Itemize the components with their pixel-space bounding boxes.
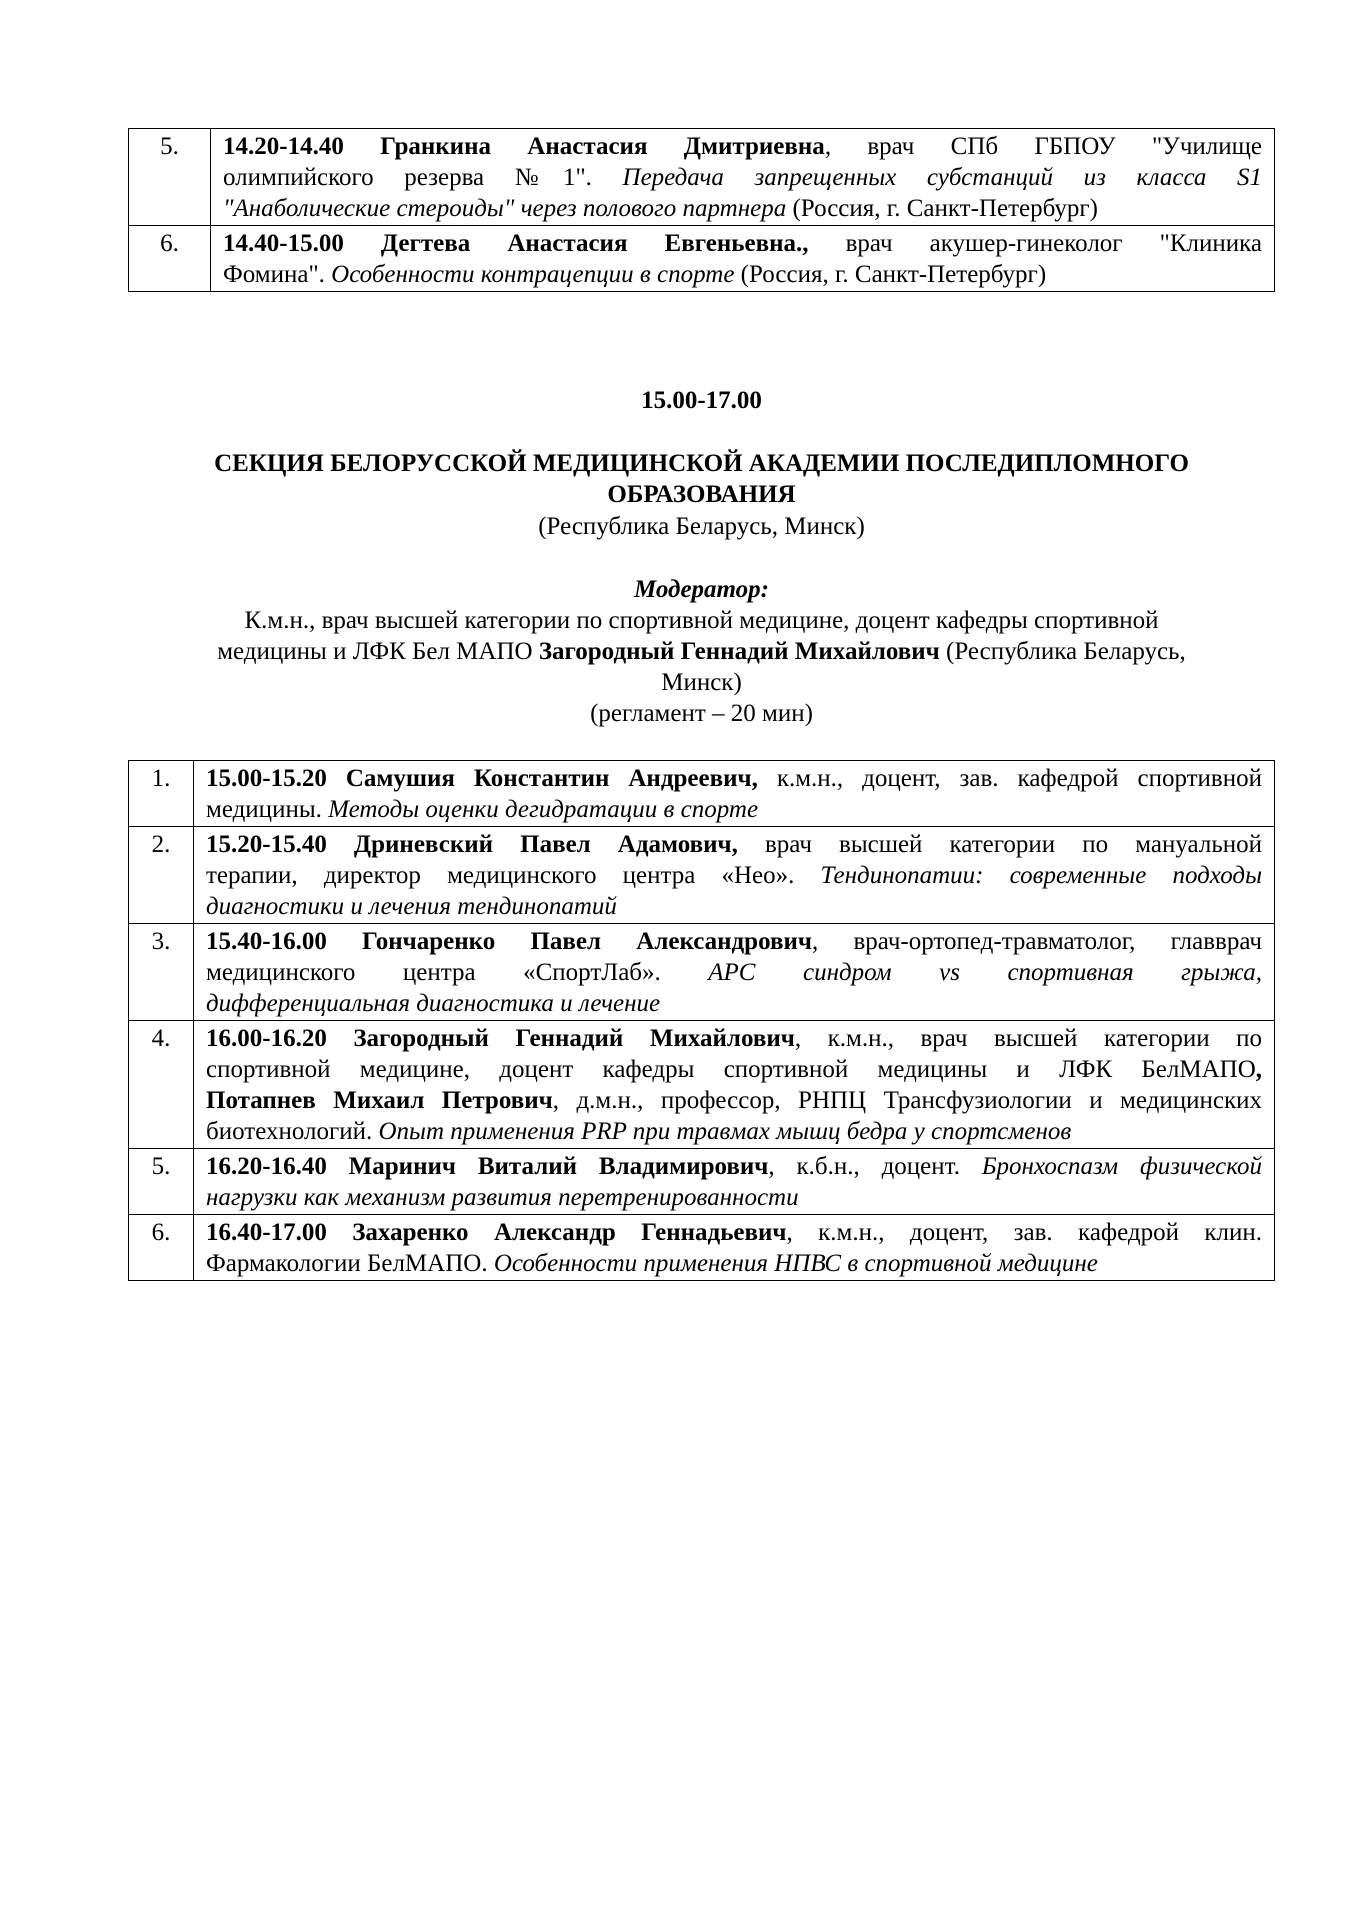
text-segment: Фармакологии БелМАПО.	[206, 1250, 494, 1277]
text-line	[206, 763, 1262, 794]
moderator-label: Модератор:	[634, 576, 769, 603]
program-table-2	[128, 760, 1275, 1281]
italic-segment: Опыт применения PRP при травмах мышц бедра у спортсменов	[378, 1118, 1072, 1145]
italic-segment: Особенности контрацепции в спорте	[331, 261, 735, 288]
text-line	[206, 1217, 1262, 1248]
text-segment: врач высшей категории по мануальной	[737, 831, 1262, 858]
program-row	[129, 1215, 1275, 1281]
text-line	[206, 1182, 1262, 1213]
row-number: 1.	[129, 761, 194, 827]
row-number: 5.	[129, 129, 211, 226]
text-segment: терапии, директор медицинского центра «Нео».	[206, 862, 821, 889]
section-title	[128, 448, 1275, 510]
row-text	[194, 1215, 1275, 1281]
text-line	[206, 926, 1262, 957]
italic-segment: нагрузки как механизм развития перетренированности	[206, 1184, 799, 1211]
text-line	[223, 162, 1262, 193]
moderator-name: Загородный Геннадий Михайлович	[538, 638, 940, 665]
program-row	[129, 1149, 1275, 1215]
reglament: (регламент – 20 мин)	[590, 700, 813, 727]
text-line	[223, 259, 1262, 290]
italic-segment: дифференциальная диагностика и лечение	[206, 990, 661, 1017]
moderator-line-2	[128, 636, 1275, 667]
row-number: 5.	[129, 1149, 194, 1215]
bold-segment: 16.20-16.40 Маринич Виталий Владимирович	[206, 1153, 769, 1180]
row-number: 3.	[129, 924, 194, 1021]
text-segment: , к.м.н., врач высшей категории по	[794, 1025, 1262, 1052]
section-title-line-2: ОБРАЗОВАНИЯ	[607, 481, 796, 508]
row-text	[194, 924, 1275, 1021]
moderator-line-2-pre: медицины и ЛФК Бел МАПО	[217, 638, 539, 665]
moderator-line-1: К.м.н., врач высшей категории по спортивной медицине, доцент кафедры спортивной	[244, 607, 1159, 634]
text-line	[223, 193, 1262, 224]
program-table-1-body	[129, 129, 1275, 292]
program-row	[129, 761, 1275, 827]
text-segment: медицинского центра «СпортЛаб».	[206, 959, 709, 986]
text-line	[206, 1054, 1262, 1085]
text-line	[206, 988, 1262, 1019]
text-segment: (Россия, г. Санкт-Петербург)	[734, 261, 1047, 288]
text-line	[206, 1085, 1262, 1116]
text-line	[206, 1151, 1262, 1182]
text-line	[223, 131, 1262, 162]
row-text	[211, 226, 1275, 292]
text-segment: спортивной медицине, доцент кафедры спортивной медицины и ЛФК БелМАПО	[206, 1056, 1256, 1083]
text-segment: (Россия, г. Санкт-Петербург)	[786, 195, 1098, 222]
text-segment: медицины.	[206, 796, 329, 823]
text-line	[206, 794, 1262, 825]
italic-segment: Бронхоспазм физической	[981, 1153, 1263, 1180]
row-text	[194, 1021, 1275, 1149]
text-line	[206, 1023, 1262, 1054]
text-segment: к.м.н., доцент, зав. кафедрой спортивной	[757, 765, 1262, 792]
italic-segment: диагностики и лечения тендинопатий	[206, 893, 617, 920]
program-table-1	[128, 128, 1275, 292]
moderator-line-2-post: (Республика Беларусь,	[939, 638, 1186, 665]
section-time: 15.00-17.00	[641, 387, 762, 414]
text-segment: , к.б.н., доцент.	[768, 1153, 982, 1180]
text-line	[206, 829, 1262, 860]
italic-segment: "Анаболические стероиды" через полового партнера	[223, 195, 787, 222]
text-segment: олимпийского резерва №1".	[223, 164, 623, 191]
text-segment: , д.м.н., профессор, РНПЦ Трансфузиологии и медицинских	[552, 1087, 1263, 1114]
text-line	[206, 891, 1262, 922]
text-line	[206, 1248, 1262, 1279]
program-row	[129, 226, 1275, 292]
italic-segment: Особенности применения НПВС в спортивной медицине	[493, 1250, 1098, 1277]
row-number: 4.	[129, 1021, 194, 1149]
row-text	[194, 761, 1275, 827]
bold-segment: 14.40-15.00 Дегтева Анастасия Евгеньевна.,	[223, 230, 809, 257]
row-number: 6.	[129, 1215, 194, 1281]
bold-segment: Потапнев Михаил Петрович	[206, 1087, 553, 1114]
text-segment: , к.м.н., доцент, зав. кафедрой клин.	[786, 1219, 1262, 1246]
bold-segment: 15.40-16.00 Гончаренко Павел Александрович	[206, 928, 812, 955]
program-row	[129, 827, 1275, 924]
text-line	[223, 228, 1262, 259]
text-line	[206, 1116, 1262, 1147]
bold-segment: ,	[1255, 1056, 1262, 1083]
text-segment: Фомина".	[223, 261, 332, 288]
bold-segment: 15.00-15.20 Самушия Константин Андреевич,	[206, 765, 758, 792]
section-place: (Республика Беларусь, Минск)	[538, 513, 865, 540]
text-line	[206, 860, 1262, 891]
program-table-2-body	[129, 761, 1275, 1281]
italic-segment: Тендинопатии: современные подходы	[820, 862, 1262, 889]
text-segment: , врач СПб ГБПОУ "Училище	[824, 133, 1262, 160]
italic-segment: APC синдром vs спортивная грыжа,	[708, 959, 1262, 986]
moderator-line-3: Минск)	[661, 669, 742, 696]
text-segment: врач акушер-гинеколог "Клиника	[808, 230, 1262, 257]
text-segment: , врач-ортопед-травматолог, главврач	[811, 928, 1262, 955]
row-text	[194, 1149, 1275, 1215]
bold-segment: 15.20-15.40 Дриневский Павел Адамович,	[206, 831, 738, 858]
row-number: 2.	[129, 827, 194, 924]
moderator-info	[128, 605, 1275, 729]
program-row	[129, 129, 1275, 226]
row-text	[211, 129, 1275, 226]
bold-segment: 16.40-17.00 Захаренко Александр Геннадьевич	[206, 1219, 787, 1246]
bold-segment: 16.00-16.20 Загородный Геннадий Михайлович	[206, 1025, 795, 1052]
text-line	[206, 957, 1262, 988]
row-number: 6.	[129, 226, 211, 292]
italic-segment: Методы оценки дегидратации в спорте	[328, 796, 759, 823]
italic-segment: Передача запрещенных субстанций из класса S1	[622, 164, 1262, 191]
section-title-line-1: СЕКЦИЯ БЕЛОРУССКОЙ МЕДИЦИНСКОЙ АКАДЕМИИ ПОСЛЕДИПЛОМНОГО	[214, 450, 1189, 477]
row-text	[194, 827, 1275, 924]
program-row	[129, 1021, 1275, 1149]
text-segment: биотехнологий.	[206, 1118, 379, 1145]
bold-segment: 14.20-14.40 Гранкина Анастасия Дмитриевна	[223, 133, 825, 160]
program-row	[129, 924, 1275, 1021]
